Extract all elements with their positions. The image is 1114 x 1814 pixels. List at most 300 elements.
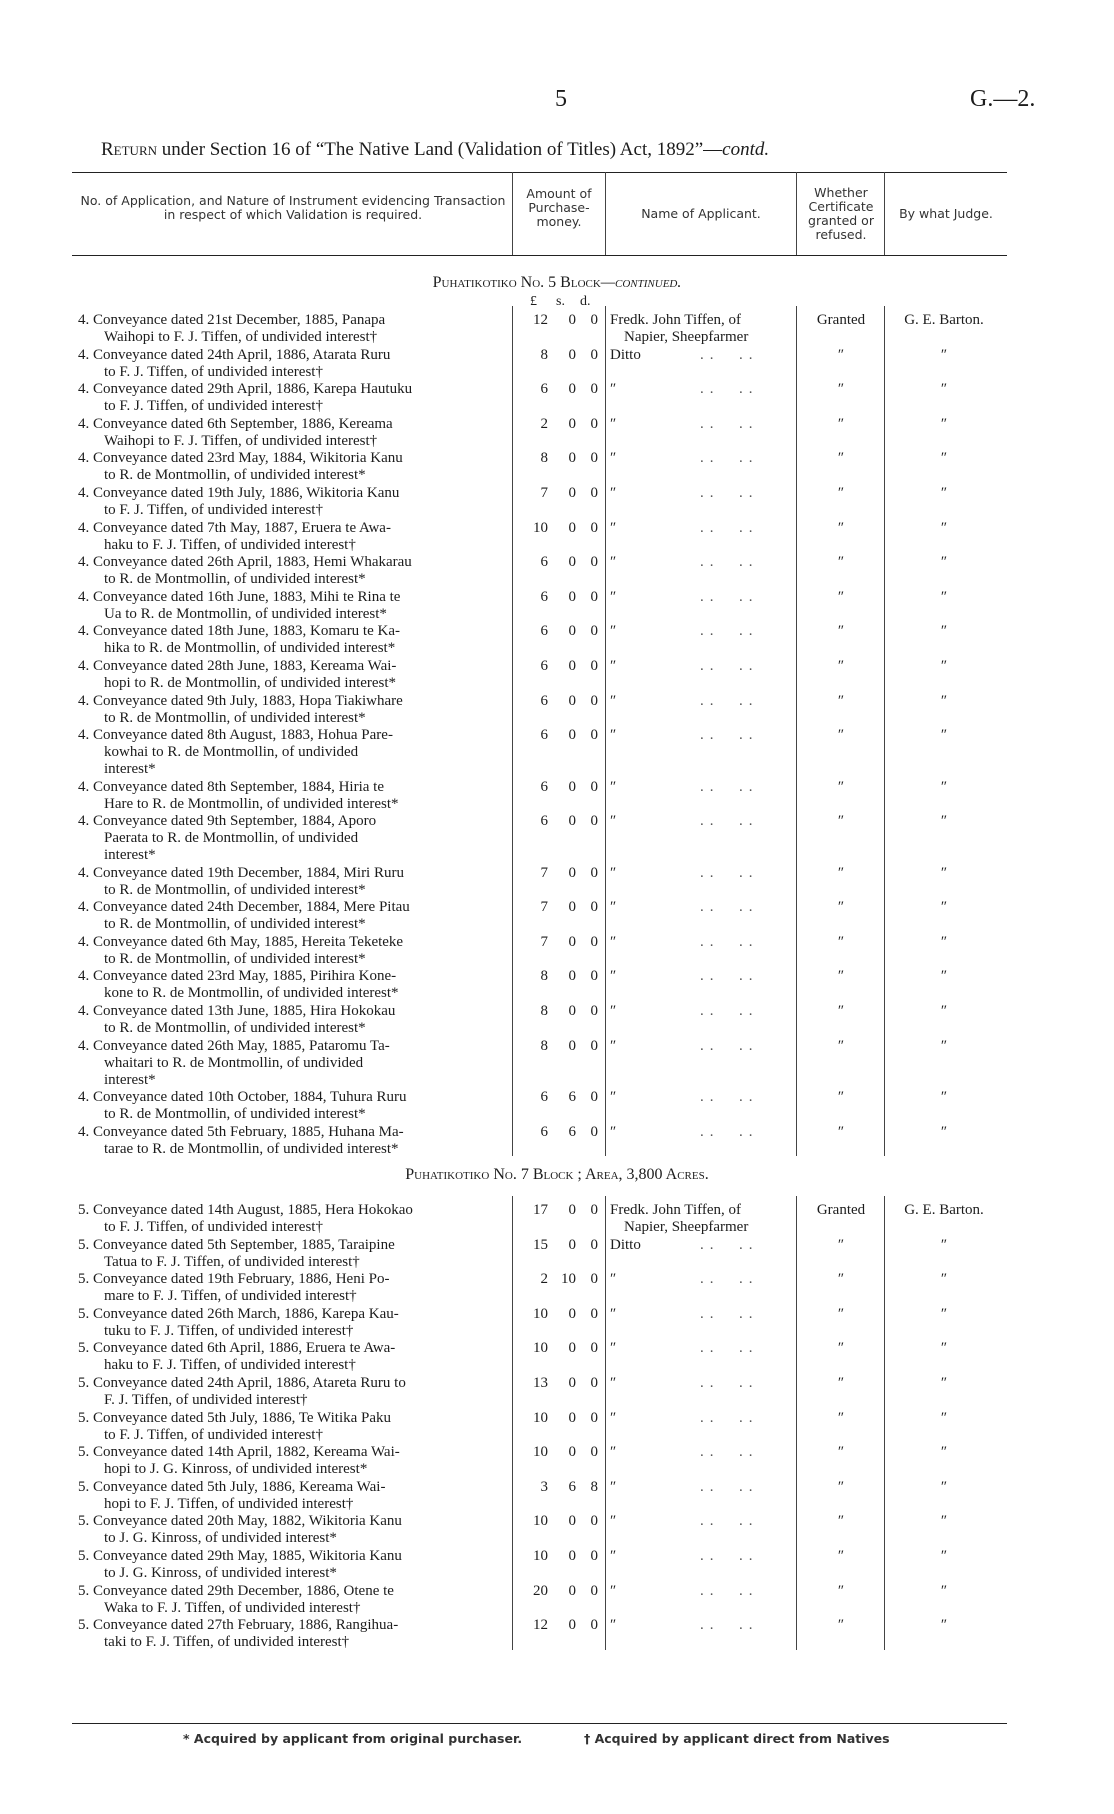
amount-shillings: 0: [568, 554, 576, 571]
description-line: mare to F. J. Tiffen, of undivided interest†: [104, 1288, 357, 1305]
amount-pounds: 7: [540, 864, 548, 881]
title-lead: Return: [101, 139, 158, 160]
applicant-line: ″: [610, 899, 617, 916]
leader-dots: .. ..: [700, 778, 759, 795]
row-description: [78, 381, 511, 415]
amount-shillings: 0: [568, 1548, 576, 1564]
judge-name: ″: [940, 1548, 948, 1564]
judge-name: ″: [940, 933, 948, 950]
table-row: [0, 1340, 1114, 1374]
column-header-judge: By what Judge.: [899, 206, 993, 221]
table-row: [0, 1513, 1114, 1547]
applicant-line: Napier, Sheepfarmer: [624, 329, 749, 345]
description-line: kowhai to R. de Montmollin, of undivided: [104, 744, 359, 761]
applicant-line: ″: [610, 933, 617, 950]
description-line: taki to F. J. Tiffen, of undivided interest†: [104, 1634, 350, 1651]
table-row: [0, 1617, 1114, 1651]
row-description: [78, 1237, 511, 1271]
amount-pounds: 10: [533, 1409, 548, 1426]
certificate-status: ″: [837, 692, 845, 709]
row-description: [78, 520, 511, 554]
description-line: to F. J. Tiffen, of undivided interest†: [104, 1426, 323, 1443]
amount-shillings: 0: [568, 312, 576, 328]
certificate-status: ″: [837, 727, 845, 744]
column-rule: [796, 306, 797, 1156]
judge-name: ″: [940, 1037, 948, 1054]
footnote-dagger: † Acquired by applicant direct from Natives: [584, 1731, 890, 1746]
table-row: [0, 1410, 1114, 1444]
row-description: [78, 1271, 511, 1305]
row-description: [78, 1306, 511, 1340]
certificate-status: ″: [837, 1123, 845, 1140]
description-line: 5. Conveyance dated 29th May, 1885, Wikitoria Kanu: [78, 1548, 402, 1564]
leader-dots: .. ..: [700, 899, 759, 916]
amount-pounds: 10: [533, 1548, 548, 1564]
amount-pence: 0: [590, 968, 598, 985]
amount-pence: 0: [590, 623, 598, 640]
amount-shillings: 0: [568, 1236, 576, 1253]
amount-shillings: 0: [568, 1375, 576, 1391]
row-description: [78, 416, 511, 450]
description-line: to J. G. Kinross, of undivided interest*: [104, 1565, 337, 1581]
judge-name: ″: [940, 1305, 948, 1322]
table-row: [0, 1124, 1114, 1158]
amount-pence: 0: [590, 1548, 598, 1564]
leader-dots: .. ..: [700, 1582, 759, 1599]
amount-pounds: 6: [540, 588, 548, 605]
amount-pounds: 8: [540, 1037, 548, 1054]
amount-pence: 0: [590, 692, 598, 709]
amount-shillings: 6: [568, 1478, 576, 1495]
applicant-line: ″: [610, 813, 617, 830]
amount-shillings: 0: [568, 485, 576, 501]
judge-name: G. E. Barton.: [904, 1202, 984, 1218]
applicant-line: ″: [610, 485, 617, 501]
amount-shillings: 0: [568, 692, 576, 709]
description-line: 5. Conveyance dated 26th March, 1886, Karepa Kau-: [78, 1305, 399, 1322]
applicant-name: [610, 312, 792, 346]
judge-name: ″: [940, 554, 948, 571]
leader-dots: .. ..: [700, 1305, 759, 1322]
judge-name: ″: [940, 1409, 948, 1426]
leader-dots: .. ..: [700, 1375, 759, 1391]
amount-pence: 0: [590, 346, 598, 363]
table-row: [0, 416, 1114, 450]
judge-name: ″: [940, 1478, 948, 1495]
row-description: [78, 1617, 511, 1651]
column-rule: [605, 306, 606, 1156]
row-description: [78, 1410, 511, 1444]
applicant-line: ″: [610, 692, 617, 709]
description-line: 4. Conveyance dated 26th April, 1883, Hemi Whakarau: [78, 554, 412, 571]
description-line: tuku to F. J. Tiffen, of undivided interest†: [104, 1322, 354, 1339]
description-line: 4. Conveyance dated 18th June, 1883, Komaru te Ka-: [78, 623, 400, 640]
certificate-status: ″: [837, 1478, 845, 1495]
leader-dots: .. ..: [700, 554, 759, 571]
certificate-status: ″: [837, 1548, 845, 1564]
applicant-line: Ditto: [610, 346, 641, 363]
judge-name: ″: [940, 1582, 948, 1599]
document-code: G.—2.: [970, 86, 1036, 112]
amount-pence: 0: [590, 450, 598, 467]
row-description: [78, 623, 511, 657]
leader-dots: .. ..: [700, 1513, 759, 1530]
section-heading-suffix: —continued.: [600, 274, 682, 291]
row-description: [78, 312, 511, 346]
amount-pounds: 6: [540, 813, 548, 830]
leader-dots: .. ..: [700, 813, 759, 830]
table-row: [0, 450, 1114, 484]
description-line: 4. Conveyance dated 26th May, 1885, Pataromu Ta-: [78, 1037, 390, 1054]
amount-pence: 0: [590, 899, 598, 916]
judge-name: ″: [940, 588, 948, 605]
amount-shillings: 6: [568, 1089, 576, 1105]
certificate-status: ″: [837, 1271, 845, 1288]
row-description: [78, 1089, 511, 1123]
description-line: to J. G. Kinross, of undivided interest*: [104, 1530, 337, 1547]
row-description: [78, 1124, 511, 1158]
judge-name: ″: [940, 1089, 948, 1105]
amount-pence: 0: [590, 1617, 598, 1634]
leader-dots: .. ..: [700, 692, 759, 709]
leader-dots: .. ..: [700, 450, 759, 467]
judge-name: ″: [940, 450, 948, 467]
row-description: [78, 899, 511, 933]
row-description: [78, 1003, 511, 1037]
description-line: 4. Conveyance dated 9th September, 1884, Aporo: [78, 813, 377, 830]
table-row: [0, 813, 1114, 863]
judge-name: ″: [940, 1340, 948, 1357]
judge-name: ″: [940, 1123, 948, 1140]
table-row: [0, 1089, 1114, 1123]
judge-name: G. E. Barton.: [904, 312, 984, 328]
amount-pence: 0: [590, 1236, 598, 1253]
amount-pounds: 10: [533, 1444, 548, 1461]
leader-dots: .. ..: [700, 415, 759, 432]
description-line: 4. Conveyance dated 19th December, 1884, Miri Ruru: [78, 864, 404, 881]
column-rule: [605, 1196, 606, 1650]
judge-name: ″: [940, 899, 948, 916]
applicant-line: ″: [610, 1340, 617, 1357]
certificate-status: ″: [837, 1236, 845, 1253]
applicant-name: [610, 1202, 792, 1236]
description-line: 4. Conveyance dated 28th June, 1883, Kereama Wai-: [78, 658, 397, 674]
row-description: [78, 554, 511, 588]
judge-name: ″: [940, 1617, 948, 1634]
header-divider: [605, 172, 606, 255]
amount-pence: 0: [590, 1271, 598, 1288]
applicant-line: ″: [610, 1305, 617, 1322]
page-title: [101, 139, 1021, 161]
row-description: [78, 347, 511, 381]
description-line: Hare to R. de Montmollin, of undivided interest*: [104, 795, 399, 812]
amount-shillings: 0: [568, 1003, 576, 1019]
description-line: 5. Conveyance dated 19th February, 1886, Heni Po-: [78, 1271, 390, 1288]
table-row: [0, 1479, 1114, 1513]
table-row: [0, 693, 1114, 727]
table-row: [0, 1548, 1114, 1582]
amount-shillings: 0: [568, 1582, 576, 1599]
amount-pence: 0: [590, 554, 598, 571]
description-line: hika to R. de Montmollin, of undivided interest*: [104, 640, 396, 657]
amount-shillings: 0: [568, 899, 576, 916]
description-line: Ua to R. de Montmollin, of undivided interest*: [104, 605, 387, 622]
column-header-description: No. of Application, and Nature of Instrument evidencing Transaction in respect of which Validation is required.: [80, 193, 506, 222]
amount-shillings: 0: [568, 778, 576, 795]
description-line: to R. de Montmollin, of undivided interest*: [104, 571, 366, 588]
judge-name: ″: [940, 778, 948, 795]
leader-dots: .. ..: [700, 1123, 759, 1140]
amount-pence: 0: [590, 381, 598, 398]
amount-shillings: 0: [568, 1340, 576, 1357]
description-line: to R. de Montmollin, of undivided interest*: [104, 916, 366, 933]
amount-pounds: 6: [540, 727, 548, 744]
certificate-status: ″: [837, 588, 845, 605]
amount-pence: 0: [590, 864, 598, 881]
amount-pence: 8: [590, 1478, 598, 1495]
leader-dots: .. ..: [700, 933, 759, 950]
description-line: interest*: [104, 761, 156, 778]
amount-shillings: 6: [568, 1123, 576, 1140]
row-description: [78, 1340, 511, 1374]
certificate-status: ″: [837, 899, 845, 916]
amount-pence: 0: [590, 312, 598, 328]
row-description: [78, 1548, 511, 1582]
description-line: hopi to F. J. Tiffen, of undivided interest†: [104, 1495, 354, 1512]
table-row: [0, 1202, 1114, 1236]
description-line: 4. Conveyance dated 29th April, 1886, Karepa Hautuku: [78, 381, 413, 398]
description-line: whaitari to R. de Montmollin, of undivided: [104, 1054, 364, 1071]
description-line: 4. Conveyance dated 5th February, 1885, Huhana Ma-: [78, 1123, 404, 1140]
row-description: [78, 1583, 511, 1617]
amount-shillings: 0: [568, 450, 576, 467]
amount-shillings: 0: [568, 588, 576, 605]
certificate-status: ″: [837, 1037, 845, 1054]
judge-name: ″: [940, 1444, 948, 1461]
amount-pence: 0: [590, 933, 598, 950]
judge-name: ″: [940, 692, 948, 709]
leader-dots: .. ..: [700, 1444, 759, 1461]
table-row: [0, 779, 1114, 813]
certificate-status: ″: [837, 864, 845, 881]
description-line: 5. Conveyance dated 6th April, 1886, Eruera te Awa-: [78, 1340, 396, 1357]
table-row: [0, 727, 1114, 777]
row-description: [78, 450, 511, 484]
judge-name: ″: [940, 1003, 948, 1019]
row-description: [78, 968, 511, 1002]
description-line: Waihopi to F. J. Tiffen, of undivided interest†: [104, 432, 378, 449]
leader-dots: .. ..: [700, 485, 759, 501]
description-line: 4. Conveyance dated 8th August, 1883, Hohua Pare-: [78, 727, 393, 744]
leader-dots: .. ..: [700, 727, 759, 744]
description-line: 4. Conveyance dated 21st December, 1885, Panapa: [78, 312, 386, 328]
amount-shillings: 0: [568, 346, 576, 363]
amount-pence: 0: [590, 1582, 598, 1599]
applicant-line: ″: [610, 623, 617, 640]
amount-pence: 0: [590, 778, 598, 795]
amount-pounds: 8: [540, 450, 548, 467]
applicant-line: Napier, Sheepfarmer: [624, 1219, 749, 1235]
certificate-status: ″: [837, 1003, 845, 1019]
header-divider: [512, 172, 513, 255]
table-row: [0, 1375, 1114, 1409]
table-row: [0, 934, 1114, 968]
amount-pence: 0: [590, 588, 598, 605]
table-row: [0, 1237, 1114, 1271]
column-header-applicant: Name of Applicant.: [641, 206, 761, 221]
certificate-status: ″: [837, 1375, 845, 1391]
table-row: [0, 658, 1114, 692]
amount-shillings: 10: [561, 1271, 576, 1288]
judge-name: ″: [940, 1236, 948, 1253]
amount-shillings: 0: [568, 813, 576, 830]
certificate-status: ″: [837, 381, 845, 398]
description-line: 5. Conveyance dated 29th December, 1886, Otene te: [78, 1582, 394, 1599]
description-line: 4. Conveyance dated 23rd May, 1884, Wikitoria Kanu: [78, 450, 403, 467]
amount-shillings: 0: [568, 727, 576, 744]
applicant-line: ″: [610, 1548, 617, 1564]
applicant-line: ″: [610, 1089, 617, 1105]
table-row: [0, 623, 1114, 657]
description-line: 5. Conveyance dated 5th July, 1886, Te Witika Paku: [78, 1409, 392, 1426]
column-header-certificate: Whether Certificate granted or refused.: [808, 185, 874, 242]
description-line: to F. J. Tiffen, of undivided interest†: [104, 398, 323, 415]
leader-dots: .. ..: [700, 1478, 759, 1495]
judge-name: ″: [940, 1375, 948, 1391]
applicant-line: ″: [610, 1271, 617, 1288]
judge-name: ″: [940, 415, 948, 432]
applicant-line: ″: [610, 588, 617, 605]
description-line: to F. J. Tiffen, of undivided interest†: [104, 1219, 323, 1235]
amount-pence: 0: [590, 1340, 598, 1357]
applicant-line: ″: [610, 519, 617, 536]
certificate-status: ″: [837, 1409, 845, 1426]
description-line: 4. Conveyance dated 19th July, 1886, Wikitoria Kanu: [78, 485, 400, 501]
applicant-line: ″: [610, 864, 617, 881]
certificate-status: ″: [837, 778, 845, 795]
amount-pence: 0: [590, 1513, 598, 1530]
amount-pounds: 6: [540, 778, 548, 795]
amount-pence: 0: [590, 813, 598, 830]
amount-pounds: 2: [540, 415, 548, 432]
certificate-status: Granted: [816, 312, 866, 328]
amount-pounds: 8: [540, 968, 548, 985]
description-line: kone to R. de Montmollin, of undivided interest*: [104, 985, 399, 1002]
description-line: interest*: [104, 847, 156, 864]
amount-pence: 0: [590, 1089, 598, 1105]
table-row: [0, 554, 1114, 588]
pence-label: d.: [580, 294, 591, 309]
leader-dots: .. ..: [700, 1236, 759, 1253]
table-row: [0, 485, 1114, 519]
certificate-status: ″: [837, 1340, 845, 1357]
description-line: 4. Conveyance dated 16th June, 1883, Mihi te Rina te: [78, 588, 401, 605]
column-rule: [796, 1196, 797, 1650]
amount-pounds: 10: [533, 1513, 548, 1530]
certificate-status: ″: [837, 658, 845, 674]
amount-pence: 0: [590, 485, 598, 501]
header-rule-bottom: [72, 255, 1007, 256]
applicant-line: ″: [610, 450, 617, 467]
description-line: F. J. Tiffen, of undivided interest†: [104, 1392, 308, 1408]
amount-pence: 0: [590, 1037, 598, 1054]
amount-shillings: 0: [568, 623, 576, 640]
judge-name: ″: [940, 968, 948, 985]
amount-pounds: 20: [533, 1582, 548, 1599]
amount-pounds: 17: [533, 1202, 548, 1218]
footnote-star: * Acquired by applicant from original purchaser.: [183, 1731, 523, 1746]
amount-shillings: 0: [568, 1444, 576, 1461]
column-rule: [512, 306, 513, 1156]
applicant-line: ″: [610, 1037, 617, 1054]
amount-pounds: 13: [533, 1375, 548, 1391]
row-description: [78, 1202, 511, 1236]
description-line: to R. de Montmollin, of undivided interest*: [104, 1020, 366, 1036]
amount-pounds: 6: [540, 1089, 548, 1105]
certificate-status: ″: [837, 485, 845, 501]
applicant-line: ″: [610, 1409, 617, 1426]
amount-pence: 0: [590, 727, 598, 744]
row-description: [78, 1513, 511, 1547]
certificate-status: Granted: [816, 1202, 866, 1218]
description-line: 5. Conveyance dated 5th July, 1886, Kereama Wai-: [78, 1478, 386, 1495]
amount-shillings: 0: [568, 968, 576, 985]
leader-dots: .. ..: [700, 1548, 759, 1564]
table-row: [0, 1271, 1114, 1305]
certificate-status: ″: [837, 1617, 845, 1634]
leader-dots: .. ..: [700, 1003, 759, 1019]
amount-shillings: 0: [568, 1305, 576, 1322]
description-line: to R. de Montmollin, of undivided interest*: [104, 950, 366, 967]
amount-pence: 0: [590, 1123, 598, 1140]
leader-dots: .. ..: [700, 623, 759, 640]
amount-pounds: 7: [540, 899, 548, 916]
applicant-line: ″: [610, 1003, 617, 1019]
applicant-line: ″: [610, 381, 617, 398]
certificate-status: ″: [837, 1089, 845, 1105]
leader-dots: .. ..: [700, 658, 759, 674]
section-heading-text: Puhatikotiko No. 5 Block: [432, 274, 601, 291]
amount-shillings: 0: [568, 519, 576, 536]
description-line: to R. de Montmollin, of undivided interest*: [104, 881, 366, 898]
amount-pounds: 12: [533, 312, 548, 328]
certificate-status: ″: [837, 1513, 845, 1530]
applicant-line: Ditto: [610, 1236, 641, 1253]
leader-dots: .. ..: [700, 346, 759, 363]
table-row: [0, 1038, 1114, 1088]
amount-pounds: 8: [540, 346, 548, 363]
certificate-status: ″: [837, 519, 845, 536]
column-rule: [884, 306, 885, 1156]
amount-pounds: 10: [533, 1305, 548, 1322]
row-description: [78, 1375, 511, 1409]
shillings-label: s.: [556, 294, 565, 309]
judge-name: ″: [940, 813, 948, 830]
applicant-line: ″: [610, 1478, 617, 1495]
leader-dots: .. ..: [700, 1409, 759, 1426]
certificate-status: ″: [837, 1305, 845, 1322]
leader-dots: .. ..: [700, 1037, 759, 1054]
page-number: 5: [555, 86, 567, 112]
description-line: 4. Conveyance dated 8th September, 1884, Hiria te: [78, 778, 384, 795]
description-line: 4. Conveyance dated 24th December, 1884, Mere Pitau: [78, 899, 410, 916]
applicant-line: ″: [610, 554, 617, 571]
description-line: 5. Conveyance dated 14th August, 1885, Hera Hokokao: [78, 1202, 413, 1218]
amount-shillings: 0: [568, 864, 576, 881]
judge-name: ″: [940, 658, 948, 674]
description-line: to R. de Montmollin, of undivided interest*: [104, 1106, 366, 1122]
judge-name: ″: [940, 1513, 948, 1530]
